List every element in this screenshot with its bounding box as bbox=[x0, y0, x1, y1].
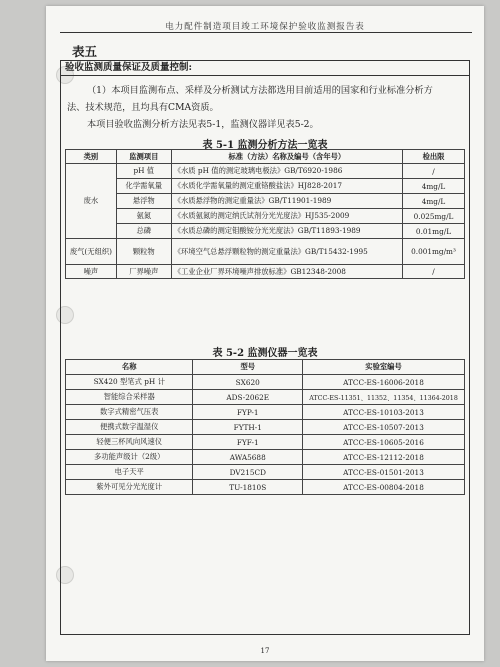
instrument-model: DV215CD bbox=[193, 465, 303, 480]
lab-number: ATCC-ES-11351、11352、11354、11364-2018 bbox=[303, 390, 465, 405]
table1-title: 表 5-1 监测分析方法一览表 bbox=[202, 140, 328, 151]
item-cell: 厂界噪声 bbox=[116, 265, 171, 279]
instrument-model: FYP-1 bbox=[193, 405, 303, 420]
methods-table bbox=[65, 149, 465, 279]
section-title: 表五 bbox=[72, 44, 98, 59]
lab-number: ATCC-ES-12112-2018 bbox=[303, 450, 465, 465]
table-row bbox=[66, 420, 465, 435]
instrument-model: FYF-1 bbox=[193, 435, 303, 450]
method-cell: 《水质总磷的测定钼酸铵分光光度法》GB/T11893-1989 bbox=[171, 224, 402, 239]
table-row bbox=[66, 179, 465, 194]
category-cell: 噪声 bbox=[66, 265, 117, 279]
table-row bbox=[66, 194, 465, 209]
limit-cell: 0.001mg/m³ bbox=[403, 239, 465, 265]
paragraph-line: 本项目验收监测分析方法见表5-1，监测仪器详见表5-2。 bbox=[87, 119, 319, 130]
method-cell: 《环境空气总悬浮颗粒物的测定重量法》GB/T15432-1995 bbox=[171, 239, 402, 265]
method-cell: 《水质化学需氧量的测定重铬酸盐法》HJ828-2017 bbox=[171, 179, 402, 194]
instrument-model: TU-1810S bbox=[193, 480, 303, 495]
category-cell: 废水 bbox=[66, 164, 117, 239]
table1-header: 标准（方法）名称及编号（含年号） bbox=[171, 150, 402, 164]
item-cell: 氨氮 bbox=[116, 209, 171, 224]
table1-header: 类别 bbox=[66, 150, 117, 164]
lab-number: ATCC-ES-10605-2016 bbox=[303, 435, 465, 450]
table2-title: 表 5-2 监测仪器一览表 bbox=[212, 348, 318, 359]
limit-cell: 0.01mg/L bbox=[403, 224, 465, 239]
limit-cell: 4mg/L bbox=[403, 179, 465, 194]
table-row bbox=[66, 375, 465, 390]
table1-header: 监测项目 bbox=[116, 150, 171, 164]
table-row bbox=[66, 265, 465, 279]
quality-control-box bbox=[60, 60, 470, 635]
instrument-name: 数字式精密气压表 bbox=[66, 405, 193, 420]
instrument-model: SX620 bbox=[193, 375, 303, 390]
method-cell: 《工业企业厂界环境噪声排放标准》GB12348-2008 bbox=[171, 265, 402, 279]
method-cell: 《水质 pH 值的测定玻璃电极法》GB/T6920-1986 bbox=[171, 164, 402, 179]
instruments-table bbox=[65, 359, 465, 495]
instrument-name: SX420 型笔式 pH 计 bbox=[66, 375, 193, 390]
page-number: 17 bbox=[260, 647, 270, 655]
lab-number: ATCC-ES-00804-2018 bbox=[303, 480, 465, 495]
item-cell: 总磷 bbox=[116, 224, 171, 239]
instrument-name: 便携式数字温湿仪 bbox=[66, 420, 193, 435]
table1-header: 检出限 bbox=[403, 150, 465, 164]
instrument-name: 紫外可见分光光度计 bbox=[66, 480, 193, 495]
category-cell: 废气(无组织) bbox=[66, 239, 117, 265]
item-cell: 颗粒物 bbox=[116, 239, 171, 265]
item-cell: 化学需氧量 bbox=[116, 179, 171, 194]
instrument-name: 轻便三杯风向风速仪 bbox=[66, 435, 193, 450]
limit-cell: 0.025mg/L bbox=[403, 209, 465, 224]
lab-number: ATCC-ES-16006-2018 bbox=[303, 375, 465, 390]
limit-cell: / bbox=[403, 164, 465, 179]
lab-number: ATCC-ES-10507-2013 bbox=[303, 420, 465, 435]
lab-number: ATCC-ES-10103-2013 bbox=[303, 405, 465, 420]
item-cell: 悬浮物 bbox=[116, 194, 171, 209]
method-cell: 《水质氨氮的测定纳氏试剂分光光度法》HJ535-2009 bbox=[171, 209, 402, 224]
item-cell: pH 值 bbox=[116, 164, 171, 179]
paragraph-line: 法、技术规范，且均具有CMA资质。 bbox=[67, 102, 219, 113]
report-header: 电力配件制造项目竣工环境保护验收监测报告表 bbox=[165, 22, 365, 32]
instrument-model: AWA5688 bbox=[193, 450, 303, 465]
instrument-name: 多功能声级计（2级） bbox=[66, 450, 193, 465]
lab-number: ATCC-ES-01501-2013 bbox=[303, 465, 465, 480]
box-heading: 验收监测质量保证及质量控制: bbox=[61, 61, 469, 76]
table-row bbox=[66, 224, 465, 239]
instrument-name: 智能综合采样器 bbox=[66, 390, 193, 405]
table-row bbox=[66, 239, 465, 265]
paragraph-line: （1）本项目监测布点、采样及分析测试方法都选用目前适用的国家和行业标准分析方 bbox=[87, 85, 433, 96]
table2-header: 实验室编号 bbox=[303, 360, 465, 375]
table-row bbox=[66, 405, 465, 420]
table-row bbox=[66, 390, 465, 405]
table-row bbox=[66, 164, 465, 179]
method-cell: 《水质悬浮物的测定重量法》GB/T11901-1989 bbox=[171, 194, 402, 209]
instrument-model: FYTH-1 bbox=[193, 420, 303, 435]
header-rule bbox=[60, 32, 472, 33]
table-row bbox=[66, 209, 465, 224]
table2-header: 名称 bbox=[66, 360, 193, 375]
table-row bbox=[66, 435, 465, 450]
instrument-name: 电子天平 bbox=[66, 465, 193, 480]
instrument-model: ADS-2062E bbox=[193, 390, 303, 405]
table2-header: 型号 bbox=[193, 360, 303, 375]
limit-cell: 4mg/L bbox=[403, 194, 465, 209]
document-page bbox=[46, 6, 484, 661]
table-row bbox=[66, 480, 465, 495]
limit-cell: / bbox=[403, 265, 465, 279]
table-row bbox=[66, 450, 465, 465]
table-row bbox=[66, 465, 465, 480]
